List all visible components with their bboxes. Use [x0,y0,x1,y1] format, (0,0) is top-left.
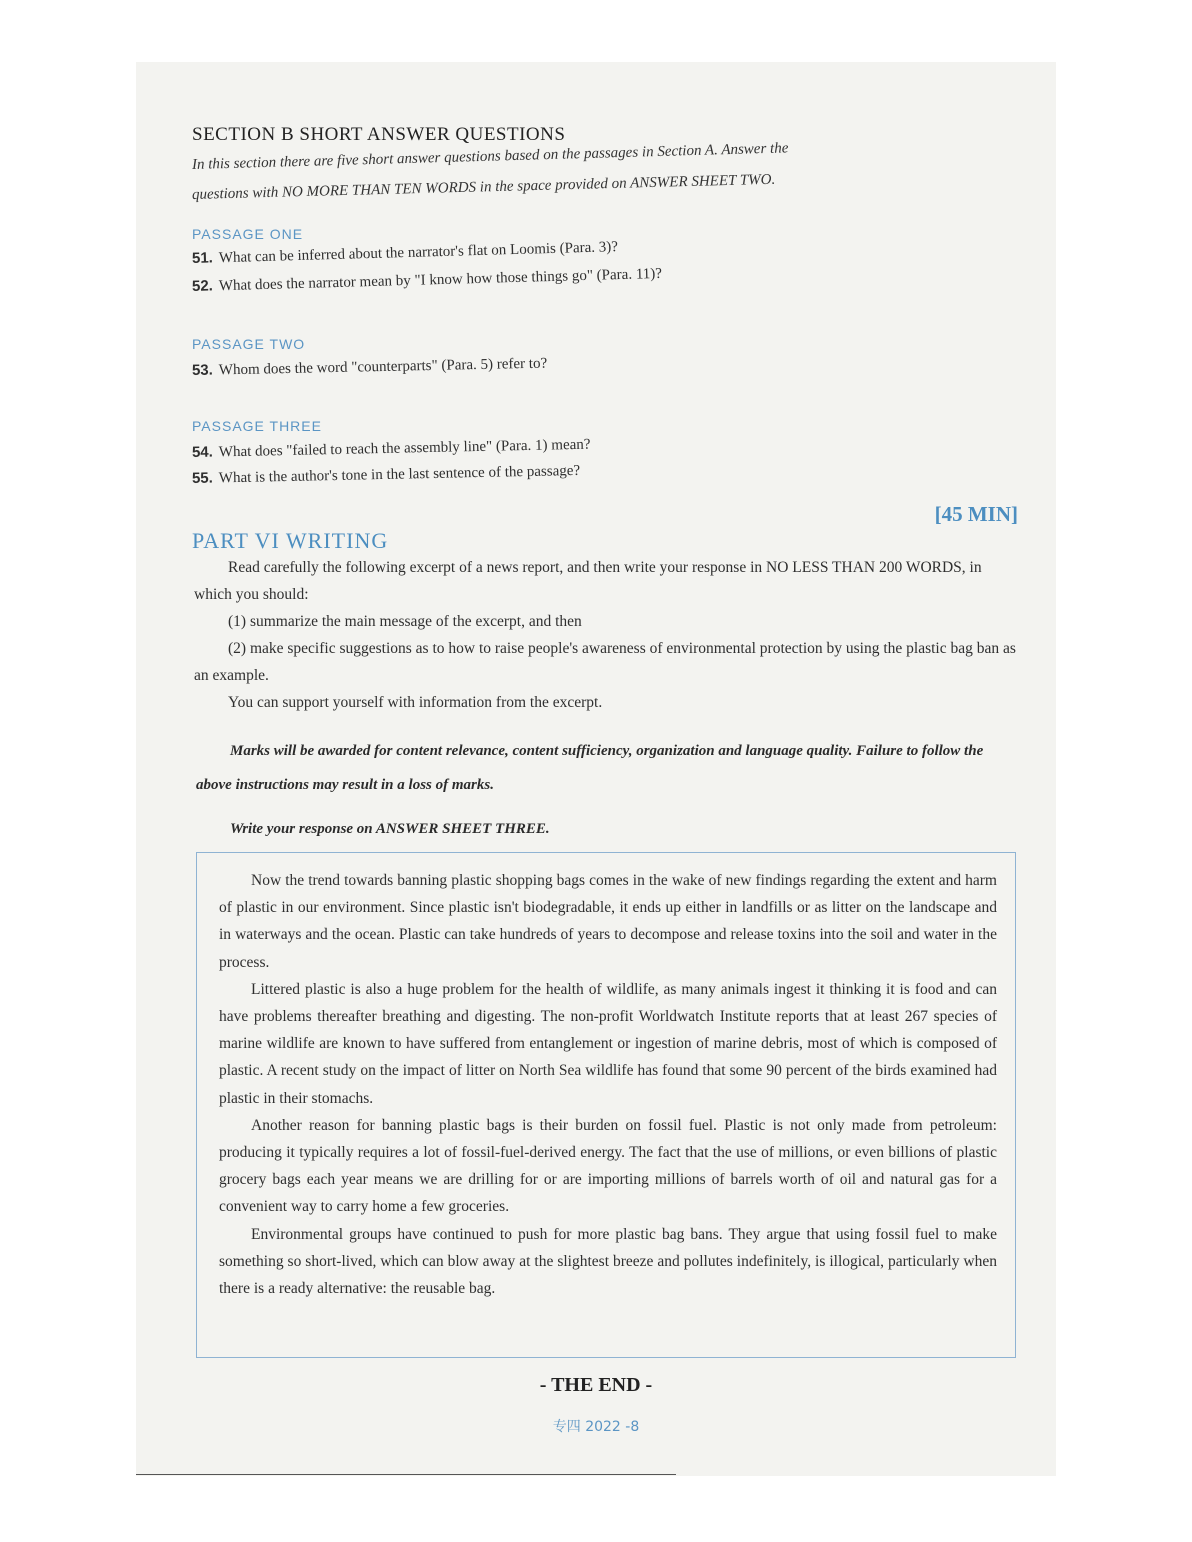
question-text: What is the author's tone in the last sentence of the passage? [218,462,581,487]
writing-intro: Read carefully the following excerpt of a news report, and then write your response in NO LESS THAN 200 WORDS, in which you should: [194,559,982,603]
passage-one-label: PASSAGE ONE [192,226,304,242]
question-text: What does the narrator mean by "I know how those things go" (Para. 11)? [218,265,663,295]
question-53 [192,355,548,380]
question-52 [192,265,662,296]
question-number: 53. [191,361,214,379]
excerpt-paragraph-1: Now the trend towards banning plastic shopping bags comes in the wake of new findings regarding the extent and harm of plastic in our environment. Since plastic isn't biodegradable, it ends up either in landfills or as litter on the landscape and in waterways and the ocean. Plastic can take hundreds of years to decompose and release toxins into the soil and water in the process. [219,872,997,971]
page-footer: 专四 2022 -8 [552,1419,640,1435]
marks-criteria: Marks will be awarded for content relevance, content sufficiency, organization and language quality. Failure to follow the above instructions may result in a loss of marks. [196,743,984,793]
question-text: What can be inferred about the narrator's flat on Loomis (Para. 3)? [218,239,619,267]
marking-note [196,734,1020,846]
bottom-rule [136,1474,676,1475]
the-end-label: - THE END - [539,1374,653,1396]
excerpt-paragraph-3: Another reason for banning plastic bags is their burden on fossil fuel. Plastic is not only made from petroleum: producing it typically requires a lot of fossil-fuel-derived energy. The fact that the use of millions, or even billions of plastic grocery bags each year means we are drilling for or are importing millions of barrels worth of oil and natural gas for a convenient way to carry home a few groceries. [219,1116,997,1216]
question-text: Whom does the word "counterparts" (Para. 5) refer to? [218,355,548,379]
excerpt-paragraph-2: Littered plastic is also a huge problem for the health of wildlife, as many animals ingest it thinking it is food and can have problems thereafter breathing and digesting. The non-profit Worldwatch Institute reports that at least 267 species of marine wildlife are known to have suffered from entanglement or ingestion of marine debris, most of which is composed of plastic. A recent study on the impact of litter on North Sea wildlife has found that some 90 percent of the birds examined had plastic in their stomachs. [219,980,997,1107]
question-55 [192,462,580,488]
passage-three-label: PASSAGE THREE [192,418,322,434]
news-excerpt-box [196,852,1016,1358]
section-b-instruction-line1: In this section there are five short answer questions based on the passages in Section A. Answer the [191,140,789,173]
writing-point-2: (2) make specific suggestions as to how to raise people's awareness of environmental protection by using the plastic bag ban as an example. [194,640,1016,684]
question-text: What does "failed to reach the assembly line" (Para. 1) mean? [218,436,591,461]
writing-point-1: (1) summarize the main message of the excerpt, and then [228,613,582,630]
writing-support: You can support yourself with information from the excerpt. [228,694,603,711]
passage-two-label: PASSAGE TWO [192,336,306,352]
question-number: 51. [191,249,214,267]
exam-page [136,62,1056,1476]
part-vi-title: PART VI WRITING [192,528,389,553]
answer-sheet-note: Write your response on ANSWER SHEET THREE. [230,821,550,837]
question-number: 55. [191,469,214,487]
time-limit: [45 MIN] [934,502,1018,526]
section-b-heading: SECTION B SHORT ANSWER QUESTIONS [192,124,566,145]
section-b-instruction-line2: questions with NO MORE THAN TEN WORDS in the space provided on ANSWER SHEET TWO. [191,171,776,203]
question-51 [192,238,618,268]
question-number: 52. [191,277,214,295]
excerpt-paragraph-4: Environmental groups have continued to push for more plastic bag bans. They argue that using fossil fuel to make something so short-lived, which can blow away at the slightest breeze and pollutes indefinitely, is illogical, particularly when there is a ready alternative: the reusable bag. [219,1225,997,1298]
question-number: 54. [191,443,214,461]
question-54 [192,436,591,462]
writing-instructions [194,554,1020,716]
